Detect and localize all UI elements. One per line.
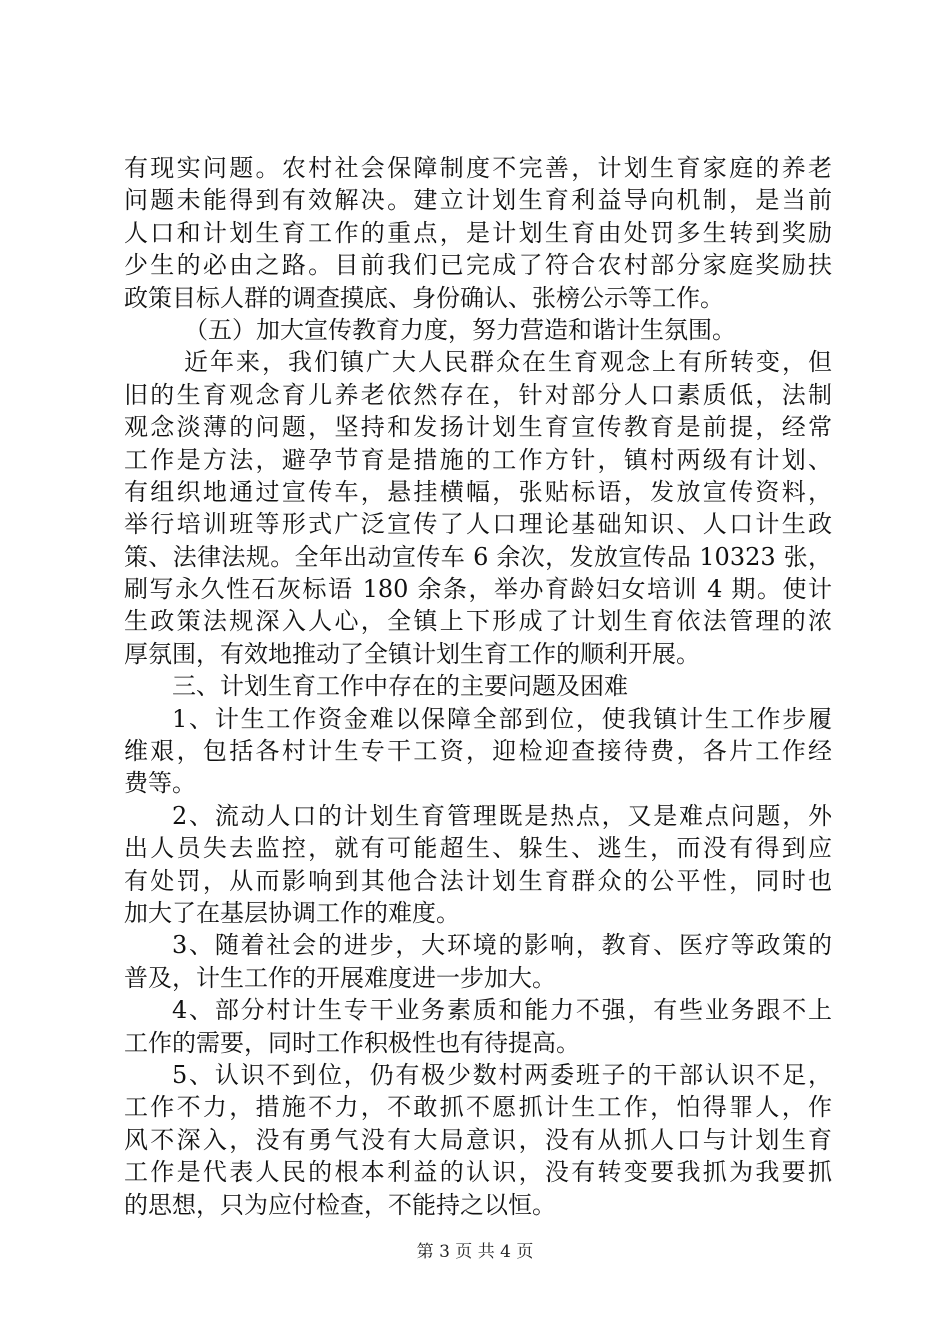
text-line: 举行培训班等形式广泛宣传了人口理论基础知识、人口计生政 [124, 510, 832, 539]
text-line: 旧的生育观念育儿养老依然存在，针对部分人口素质低，法制 [124, 380, 832, 409]
text-line: 观念淡薄的问题，坚持和发扬计划生育宣传教育是前提，经常 [124, 413, 832, 442]
text-line: 普及，计生工作的开展难度进一步加大。 [124, 963, 556, 992]
text-line: 的思想，只为应付检查，不能持之以恒。 [124, 1190, 556, 1219]
text-line: 1、计生工作资金难以保障全部到位，使我镇计生工作步履 [172, 704, 832, 733]
text-line: 5、认识不到位，仍有极少数村两委班子的干部认识不足， [172, 1060, 832, 1089]
text-line: 维艰，包括各村计生专干工资，迎检迎查接待费，各片工作经 [124, 737, 832, 766]
text-line: 少生的必由之路。目前我们已完成了符合农村部分家庭奖励扶 [124, 251, 832, 280]
text-line: 风不深入，没有勇气没有大局意识，没有从抓人口与计划生育 [124, 1125, 832, 1154]
text-line: 2、流动人口的计划生育管理既是热点，又是难点问题，外 [172, 801, 832, 830]
section-heading: 三、计划生育工作中存在的主要问题及困难 [172, 672, 628, 701]
section-heading: （五）加大宣传教育力度，努力营造和谐计生氛围。 [184, 315, 736, 344]
text-line: 工作不力，措施不力，不敢抓不愿抓计生工作，怕得罪人，作 [124, 1093, 832, 1122]
text-line: 出人员失去监控，就有可能超生、躲生、逃生，而没有得到应 [124, 834, 832, 863]
text-line: 加大了在基层协调工作的难度。 [124, 898, 460, 927]
text-line: 问题未能得到有效解决。建立计划生育利益导向机制，是当前 [124, 186, 832, 215]
text-line: 有组织地通过宣传车，悬挂横幅，张贴标语，发放宣传资料， [124, 477, 832, 506]
text-line: 4、部分村计生专干业务素质和能力不强，有些业务跟不上 [172, 996, 832, 1025]
text-line: 有现实问题。农村社会保障制度不完善，计划生育家庭的养老 [124, 154, 832, 182]
text-line: 工作是代表人民的根本利益的认识，没有转变要我抓为我要抓 [124, 1158, 832, 1187]
text-line: 厚氛围，有效地推动了全镇计划生育工作的顺利开展。 [124, 639, 700, 668]
text-line: 政策目标人群的调查摸底、身份确认、张榜公示等工作。 [124, 283, 724, 312]
text-line: 工作是方法，避孕节育是措施的工作方针，镇村两级有计划、 [124, 445, 832, 474]
text-line: 刷写永久性石灰标语 180 余条，举办育龄妇女培训 4 期。使计 [124, 575, 832, 604]
text-line: 人口和计划生育工作的重点，是计划生育由处罚多生转到奖励 [124, 218, 832, 247]
document-body [124, 152, 832, 1221]
text-line: 策、法律法规。全年出动宣传车 6 余次，发放宣传品 10323 张， [124, 542, 832, 571]
text-line: 工作的需要，同时工作积极性也有待提高。 [124, 1028, 580, 1057]
text-line: 费等。 [124, 769, 196, 798]
text-line: 生政策法规深入人心，全镇上下形成了计划生育依法管理的浓 [124, 607, 832, 636]
text-line: 有处罚，从而影响到其他合法计划生育群众的公平性，同时也 [124, 866, 832, 895]
text-line: 近年来，我们镇广大人民群众在生育观念上有所转变，但 [184, 348, 832, 377]
page-number-footer: 第 3 页 共 4 页 [416, 1242, 534, 1262]
text-line: 3、随着社会的进步，大环境的影响，教育、医疗等政策的 [172, 931, 832, 960]
